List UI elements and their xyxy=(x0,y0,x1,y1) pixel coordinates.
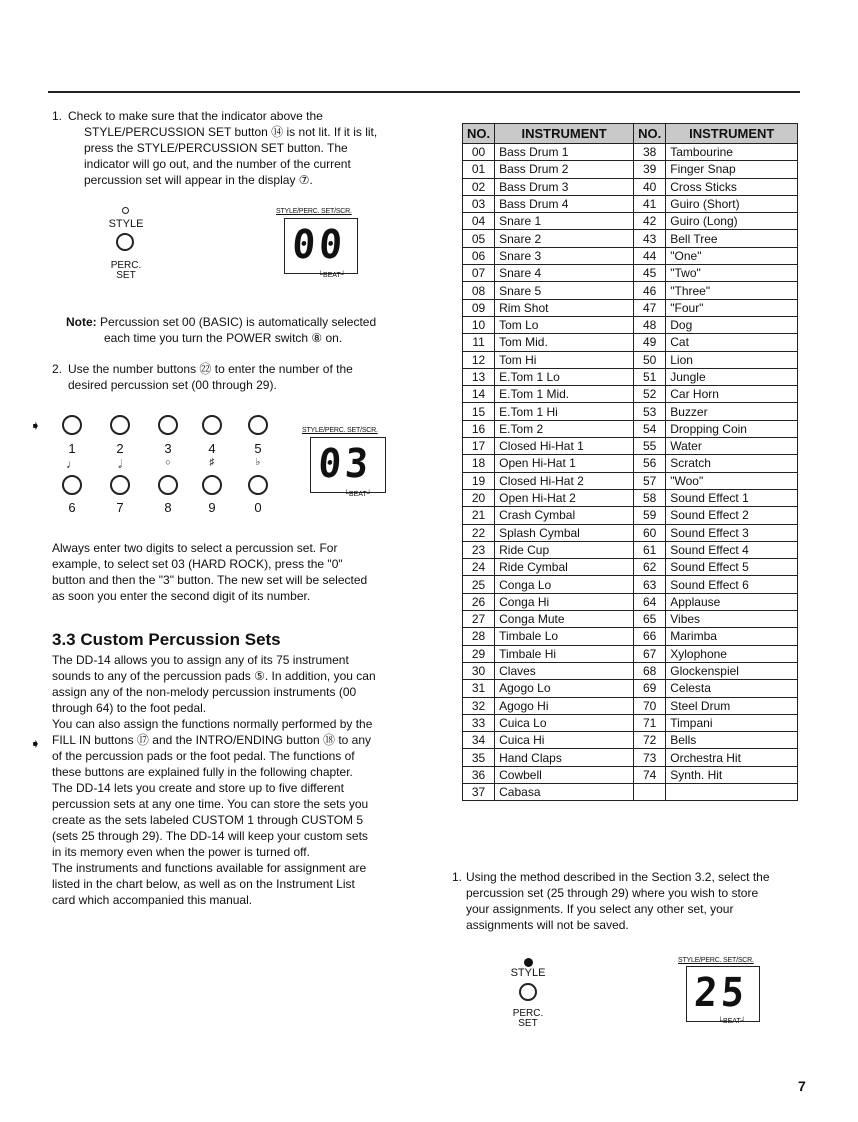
instrument-name: Dog xyxy=(666,316,798,333)
instrument-number: 01 xyxy=(463,161,495,178)
table-row xyxy=(463,386,798,403)
instrument-number: 53 xyxy=(634,403,666,420)
instrument-name: Bass Drum 2 xyxy=(495,161,634,178)
beat-label: └BEAT┘ xyxy=(344,491,372,498)
table-row xyxy=(463,403,798,420)
number-button-3[interactable] xyxy=(158,415,178,435)
instrument-number: 67 xyxy=(634,645,666,662)
instrument-number: 69 xyxy=(634,680,666,697)
style-perc-set-button[interactable] xyxy=(116,233,134,251)
instrument-name: Conga Mute xyxy=(495,611,634,628)
instrument-name: Guiro (Long) xyxy=(666,213,798,230)
instrument-number: 50 xyxy=(634,351,666,368)
instrument-name: Snare 2 xyxy=(495,230,634,247)
instrument-number: 62 xyxy=(634,559,666,576)
instrument-number: 52 xyxy=(634,386,666,403)
screen-label: STYLE/PERC. SET/SCR. xyxy=(678,957,754,964)
table-row xyxy=(463,645,798,662)
instrument-name: Cuica Lo xyxy=(495,714,634,731)
style-label: STYLE xyxy=(510,967,546,979)
table-row xyxy=(463,144,798,161)
instrument-number: 16 xyxy=(463,420,495,437)
instrument-name: Sound Effect 6 xyxy=(666,576,798,593)
instrument-name: Sound Effect 1 xyxy=(666,489,798,506)
instrument-number: 54 xyxy=(634,420,666,437)
number-label: 5 xyxy=(254,441,262,456)
text-line: The instruments and functions available for assignment are xyxy=(52,861,367,875)
step-2-line: Use the number buttons ㉒ to enter the number of the xyxy=(68,362,353,376)
custom-paragraph xyxy=(52,652,432,908)
number-button-2[interactable] xyxy=(110,415,130,435)
table-row xyxy=(463,455,798,472)
half-note-icon: 𝅗𝅥 xyxy=(118,457,122,471)
instrument-number: 70 xyxy=(634,697,666,714)
instrument-number: 45 xyxy=(634,265,666,282)
instrument-number: 51 xyxy=(634,368,666,385)
note-line: Percussion set 00 (BASIC) is automatically selected xyxy=(100,315,377,329)
text-line: example, to select set 03 (HARD ROCK), press the "0" xyxy=(52,557,343,571)
table-row xyxy=(463,697,798,714)
instrument-name: Conga Lo xyxy=(495,576,634,593)
instrument-name: Splash Cymbal xyxy=(495,524,634,541)
instrument-number: 39 xyxy=(634,161,666,178)
section-heading: 3.3 Custom Percussion Sets xyxy=(52,630,281,649)
number-button-7[interactable] xyxy=(110,475,130,495)
instrument-name: Bass Drum 1 xyxy=(495,144,634,161)
instrument-number: 37 xyxy=(463,783,495,800)
instrument-name: Bell Tree xyxy=(666,230,798,247)
instrument-number xyxy=(634,783,666,800)
instrument-name: Celesta xyxy=(666,680,798,697)
instrument-number: 71 xyxy=(634,714,666,731)
screen-label: STYLE/PERC. SET/SCR. xyxy=(276,208,352,215)
text-line: of the percussion pads or the foot pedal. The functions of xyxy=(52,749,355,763)
instrument-name: Tom Lo xyxy=(495,316,634,333)
instrument-name: Timbale Hi xyxy=(495,645,634,662)
instrument-name: Conga Hi xyxy=(495,593,634,610)
step-1-line: indicator will go out, and the number of the current xyxy=(84,157,351,171)
instrument-name: Steel Drum xyxy=(666,697,798,714)
column-header: INSTRUMENT xyxy=(666,124,798,144)
instrument-number: 42 xyxy=(634,213,666,230)
step-3-line: Using the method described in the Section 3.2, select the xyxy=(466,870,770,884)
step-2 xyxy=(52,361,422,393)
instrument-name: Synth. Hit xyxy=(666,766,798,783)
instrument-number: 74 xyxy=(634,766,666,783)
page-number: 7 xyxy=(798,1078,806,1094)
always-paragraph xyxy=(52,540,422,604)
text-line: FILL IN buttons ⑰ and the INTRO/ENDING button ⑱ to any xyxy=(52,733,372,747)
instrument-number: 61 xyxy=(634,541,666,558)
instrument-name: Cat xyxy=(666,334,798,351)
instrument-name: Applause xyxy=(666,593,798,610)
instrument-name: Sound Effect 4 xyxy=(666,541,798,558)
screen-label: STYLE/PERC. SET/SCR. xyxy=(302,427,378,434)
instrument-number: 20 xyxy=(463,489,495,506)
instrument-number: 60 xyxy=(634,524,666,541)
instrument-name: Cross Sticks xyxy=(666,178,798,195)
number-label: 3 xyxy=(164,441,172,456)
text-line: assign any of the non-melody percussion instruments (00 xyxy=(52,685,357,699)
instrument-number: 14 xyxy=(463,386,495,403)
instrument-number: 29 xyxy=(463,645,495,662)
step-1-number: 1. xyxy=(52,109,63,123)
instrument-name: Sound Effect 3 xyxy=(666,524,798,541)
number-button-5[interactable] xyxy=(248,415,268,435)
beat-text: BEAT xyxy=(322,272,341,279)
instrument-number: 07 xyxy=(463,265,495,282)
instrument-number: 03 xyxy=(463,195,495,212)
instrument-name: Agogo Lo xyxy=(495,680,634,697)
instrument-name: Tom Hi xyxy=(495,351,634,368)
instrument-number: 24 xyxy=(463,559,495,576)
instrument-number: 44 xyxy=(634,247,666,264)
beat-text: BEAT xyxy=(722,1018,741,1025)
table-row xyxy=(463,438,798,455)
table-row xyxy=(463,282,798,299)
number-button-0[interactable] xyxy=(248,475,268,495)
table-row xyxy=(463,178,798,195)
instrument-name: Snare 5 xyxy=(495,282,634,299)
table-row xyxy=(463,680,798,697)
text-line: create as the sets labeled CUSTOM 1 through CUSTOM 5 xyxy=(52,813,364,827)
lcd-display xyxy=(310,437,386,493)
instrument-number: 05 xyxy=(463,230,495,247)
number-button-1[interactable] xyxy=(62,415,82,435)
text-line: The DD-14 lets you create and store up to five different xyxy=(52,781,344,795)
instrument-number: 00 xyxy=(463,144,495,161)
instrument-name: Cuica Hi xyxy=(495,732,634,749)
lcd-digits: 00 xyxy=(290,222,348,268)
instrument-name: E.Tom 1 Hi xyxy=(495,403,634,420)
style-indicator-on xyxy=(524,958,533,967)
instrument-number: 43 xyxy=(634,230,666,247)
instrument-number: 57 xyxy=(634,472,666,489)
instrument-name: "One" xyxy=(666,247,798,264)
instrument-table xyxy=(462,123,798,801)
instrument-number: 48 xyxy=(634,316,666,333)
whole-note-icon: ○ xyxy=(165,457,171,467)
instrument-name: Ride Cup xyxy=(495,541,634,558)
instrument-name: Jungle xyxy=(666,368,798,385)
table-row xyxy=(463,213,798,230)
instrument-name: E.Tom 2 xyxy=(495,420,634,437)
instrument-number: 36 xyxy=(463,766,495,783)
instrument-name xyxy=(666,783,798,800)
instrument-number: 68 xyxy=(634,662,666,679)
instrument-name: Ride Cymbal xyxy=(495,559,634,576)
table-row xyxy=(463,524,798,541)
instrument-name: Orchestra Hit xyxy=(666,749,798,766)
step-3-number: 1. xyxy=(452,870,463,884)
instrument-number: 21 xyxy=(463,507,495,524)
step-1 xyxy=(52,108,438,188)
instrument-number: 34 xyxy=(463,732,495,749)
step-2-line: desired percussion set (00 through 29). xyxy=(68,378,277,392)
number-label: 4 xyxy=(208,441,216,456)
instrument-name: "Two" xyxy=(666,265,798,282)
instrument-name: Cabasa xyxy=(495,783,634,800)
step-3-line: assignments will not be saved. xyxy=(466,918,629,932)
instrument-number: 72 xyxy=(634,732,666,749)
table-row xyxy=(463,368,798,385)
instrument-name: Tom Mid. xyxy=(495,334,634,351)
step-2-number: 2. xyxy=(52,362,63,376)
step-3-line: percussion set (25 through 29) where you wish to store xyxy=(466,886,759,900)
note-line: each time you turn the POWER switch ⑧ on. xyxy=(104,331,343,345)
beat-label: └BEAT┘ xyxy=(718,1018,746,1025)
instrument-number: 31 xyxy=(463,680,495,697)
table-header-row xyxy=(463,124,798,144)
instrument-number: 32 xyxy=(463,697,495,714)
text-line: button and then the "3" button. The new set will be selected xyxy=(52,573,368,587)
table-row xyxy=(463,299,798,316)
step-1-line: Check to make sure that the indicator above the xyxy=(68,109,323,123)
number-label: 7 xyxy=(116,500,124,515)
table-row xyxy=(463,230,798,247)
instrument-name: Agogo Hi xyxy=(495,697,634,714)
instrument-number: 33 xyxy=(463,714,495,731)
table-row xyxy=(463,559,798,576)
instrument-number: 06 xyxy=(463,247,495,264)
instrument-number: 11 xyxy=(463,334,495,351)
table-row xyxy=(463,611,798,628)
instrument-number: 15 xyxy=(463,403,495,420)
table-row xyxy=(463,749,798,766)
instrument-name: Tambourine xyxy=(666,144,798,161)
flat-icon: ♭ xyxy=(255,457,261,468)
margin-arrow-icon: ➧ xyxy=(30,736,41,751)
number-button-4[interactable] xyxy=(202,415,222,435)
instrument-name: Water xyxy=(666,438,798,455)
instrument-number: 58 xyxy=(634,489,666,506)
instrument-number: 59 xyxy=(634,507,666,524)
column-header: INSTRUMENT xyxy=(495,124,634,144)
instrument-number: 13 xyxy=(463,368,495,385)
instrument-number: 19 xyxy=(463,472,495,489)
text-line: through 64) to the foot pedal. xyxy=(52,701,207,715)
instrument-name: Bass Drum 4 xyxy=(495,195,634,212)
instrument-number: 30 xyxy=(463,662,495,679)
number-label: 2 xyxy=(116,441,124,456)
instrument-number: 28 xyxy=(463,628,495,645)
instrument-number: 22 xyxy=(463,524,495,541)
table-row xyxy=(463,766,798,783)
text-line: listed in the chart below, as well as on the Instrument List xyxy=(52,877,355,891)
text-line: sounds to any of the percussion pads ⑤. In addition, you can xyxy=(52,669,376,683)
text-line: in its memory even when the power is turned off. xyxy=(52,845,310,859)
set-label: SET xyxy=(116,270,136,281)
instrument-name: "Four" xyxy=(666,299,798,316)
table-row xyxy=(463,161,798,178)
text-line: percussion sets at any one time. You can store the sets you xyxy=(52,797,369,811)
instrument-name: Guiro (Short) xyxy=(666,195,798,212)
beat-label: └BEAT┘ xyxy=(318,272,346,279)
number-button-8[interactable] xyxy=(158,475,178,495)
table-row xyxy=(463,783,798,800)
instrument-name: Bass Drum 3 xyxy=(495,178,634,195)
instrument-number: 27 xyxy=(463,611,495,628)
instrument-name: Open Hi-Hat 1 xyxy=(495,455,634,472)
instrument-number: 02 xyxy=(463,178,495,195)
instrument-name: Rim Shot xyxy=(495,299,634,316)
table-row xyxy=(463,420,798,437)
lcd-display xyxy=(686,966,760,1022)
step-3-line: your assignments. If you select any other set, your xyxy=(466,902,734,916)
text-line: Always enter two digits to select a percussion set. For xyxy=(52,541,338,555)
instrument-name: Marimba xyxy=(666,628,798,645)
instrument-number: 17 xyxy=(463,438,495,455)
table-row xyxy=(463,195,798,212)
table-row xyxy=(463,507,798,524)
instrument-number: 41 xyxy=(634,195,666,212)
instrument-number: 56 xyxy=(634,455,666,472)
table-row xyxy=(463,576,798,593)
instrument-number: 55 xyxy=(634,438,666,455)
instrument-name: Open Hi-Hat 2 xyxy=(495,489,634,506)
instrument-name: Claves xyxy=(495,662,634,679)
table-row xyxy=(463,247,798,264)
instrument-name: Vibes xyxy=(666,611,798,628)
instrument-number: 04 xyxy=(463,213,495,230)
table-row xyxy=(463,732,798,749)
table-row xyxy=(463,541,798,558)
instrument-name: Snare 3 xyxy=(495,247,634,264)
instrument-number: 23 xyxy=(463,541,495,558)
table-row xyxy=(463,316,798,333)
style-label: STYLE xyxy=(108,218,144,230)
instrument-number: 25 xyxy=(463,576,495,593)
instrument-name: "Woo" xyxy=(666,472,798,489)
number-label: 8 xyxy=(164,500,172,515)
instrument-name: E.Tom 1 Mid. xyxy=(495,386,634,403)
style-indicator-off xyxy=(122,207,129,214)
table-row xyxy=(463,351,798,368)
number-label: 1 xyxy=(68,441,76,456)
instrument-name: Sound Effect 5 xyxy=(666,559,798,576)
text-line: these buttons are explained fully in the following chapter. xyxy=(52,765,353,779)
instrument-number: 63 xyxy=(634,576,666,593)
instrument-number: 40 xyxy=(634,178,666,195)
number-button-9[interactable] xyxy=(202,475,222,495)
instrument-number: 46 xyxy=(634,282,666,299)
instrument-name: Closed Hi-Hat 2 xyxy=(495,472,634,489)
instrument-name: Timpani xyxy=(666,714,798,731)
instrument-number: 49 xyxy=(634,334,666,351)
instrument-name: "Three" xyxy=(666,282,798,299)
instrument-name: Sound Effect 2 xyxy=(666,507,798,524)
instrument-name: Crash Cymbal xyxy=(495,507,634,524)
sharp-icon: ♯ xyxy=(209,457,215,468)
set-label: SET xyxy=(518,1018,538,1029)
step-1-line: STYLE/PERCUSSION SET button ⑭ is not lit. If it is lit, xyxy=(84,125,378,139)
instrument-name: Scratch xyxy=(666,455,798,472)
margin-arrow-icon: ➧ xyxy=(30,418,41,433)
instrument-number: 38 xyxy=(634,144,666,161)
instrument-name: Cowbell xyxy=(495,766,634,783)
instrument-number: 09 xyxy=(463,299,495,316)
instrument-number: 08 xyxy=(463,282,495,299)
instrument-name: Buzzer xyxy=(666,403,798,420)
number-label: 6 xyxy=(68,500,76,515)
lcd-display xyxy=(284,218,358,274)
lcd-digits: 25 xyxy=(692,970,750,1016)
instrument-number: 12 xyxy=(463,351,495,368)
instrument-name: Xylophone xyxy=(666,645,798,662)
number-button-6[interactable] xyxy=(62,475,82,495)
instrument-number: 26 xyxy=(463,593,495,610)
instrument-number: 10 xyxy=(463,316,495,333)
instrument-number: 18 xyxy=(463,455,495,472)
number-label: 0 xyxy=(254,500,262,515)
step-3 xyxy=(452,869,802,933)
instrument-number: 65 xyxy=(634,611,666,628)
instrument-name: Glockenspiel xyxy=(666,662,798,679)
number-label: 9 xyxy=(208,500,216,515)
instrument-name: Closed Hi-Hat 1 xyxy=(495,438,634,455)
instrument-name: Dropping Coin xyxy=(666,420,798,437)
table-row xyxy=(463,489,798,506)
instrument-number: 73 xyxy=(634,749,666,766)
table-row xyxy=(463,714,798,731)
perc-label: PERC. xyxy=(110,260,142,271)
perc-label: PERC. xyxy=(512,1008,544,1019)
text-line: card which accompanied this manual. xyxy=(52,893,253,907)
style-perc-set-button[interactable] xyxy=(519,983,537,1001)
lcd-digits: 03 xyxy=(316,441,374,487)
instrument-name: Timbale Lo xyxy=(495,628,634,645)
top-rule xyxy=(48,91,800,93)
instrument-name: Snare 4 xyxy=(495,265,634,282)
instrument-number: 66 xyxy=(634,628,666,645)
column-header: NO. xyxy=(634,124,666,144)
note xyxy=(66,314,416,346)
text-line: as soon you enter the second digit of its number. xyxy=(52,589,311,603)
step-1-line: press the STYLE/PERCUSSION SET button. The xyxy=(84,141,348,155)
instrument-name: Lion xyxy=(666,351,798,368)
beat-text: BEAT xyxy=(348,491,367,498)
text-line: (sets 25 through 29). The DD-14 will keep your custom sets xyxy=(52,829,368,843)
table-row xyxy=(463,662,798,679)
instrument-number: 47 xyxy=(634,299,666,316)
step-1-line: percussion set will appear in the display ⑦. xyxy=(84,173,313,187)
instrument-number: 64 xyxy=(634,593,666,610)
table-row xyxy=(463,265,798,282)
column-header: NO. xyxy=(463,124,495,144)
instrument-name: Hand Claps xyxy=(495,749,634,766)
table-row xyxy=(463,334,798,351)
text-line: You can also assign the functions normally performed by the xyxy=(52,717,373,731)
table-row xyxy=(463,593,798,610)
instrument-name: Car Horn xyxy=(666,386,798,403)
instrument-name: Snare 1 xyxy=(495,213,634,230)
instrument-name: E.Tom 1 Lo xyxy=(495,368,634,385)
table-row xyxy=(463,628,798,645)
instrument-name: Bells xyxy=(666,732,798,749)
table-row xyxy=(463,472,798,489)
text-line: The DD-14 allows you to assign any of its 75 instrument xyxy=(52,653,349,667)
note-label: Note: xyxy=(66,315,97,329)
instrument-number: 35 xyxy=(463,749,495,766)
quarter-note-icon: ♩ xyxy=(66,457,78,471)
instrument-name: Finger Snap xyxy=(666,161,798,178)
